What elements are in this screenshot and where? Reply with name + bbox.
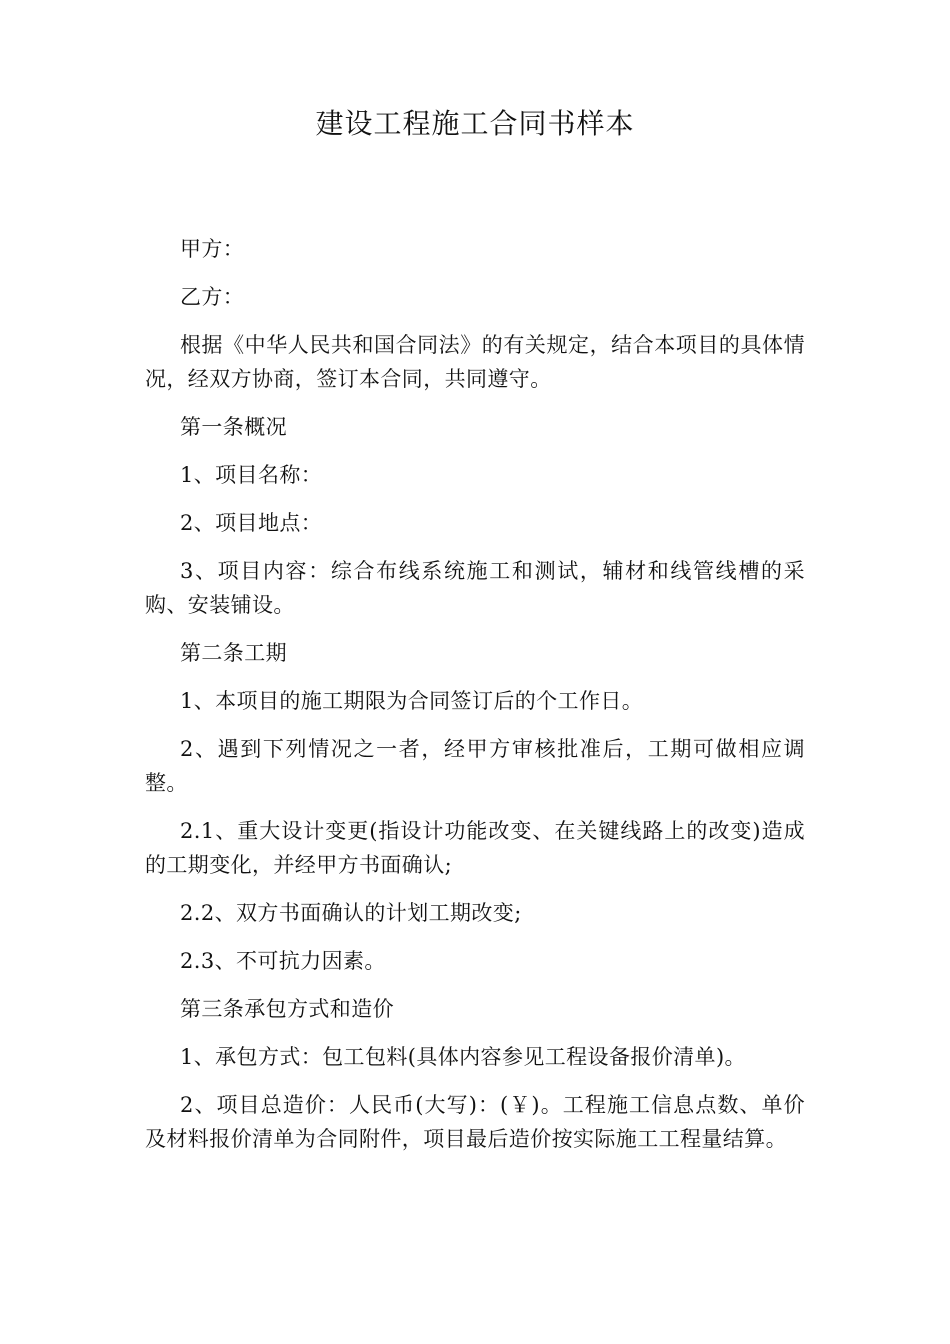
article-3-item-2: 2、项目总造价：人民币(大写)：(￥)。工程施工信息点数、单价及材料报价清单为合同附件，项目最后造价按实际施工工程量结算。 (145, 1093, 805, 1151)
article-1-item-2: 2、项目地点： (180, 511, 323, 535)
document-title: 建设工程施工合同书样本 (315, 107, 635, 140)
document-body (145, 232, 805, 1170)
article-3-item-1: 1、承包方式：包工包料(具体内容参见工程设备报价清单)。 (180, 1045, 746, 1069)
article-2-item-2-3: 2.3、不可抗力因素。 (180, 949, 386, 973)
article-2-item-2-1: 2.1、重大设计变更(指设计功能改变、在关键线路上的改变)造成的工期变化，并经甲方书面确认; (145, 819, 805, 877)
article-2-item-2: 2、遇到下列情况之一者，经甲方审核批准后，工期可做相应调整。 (145, 737, 805, 795)
article-2-heading: 第二条工期 (180, 641, 287, 665)
party-b-line: 乙方： (180, 285, 245, 309)
article-1-item-1: 1、项目名称： (180, 463, 323, 487)
party-a-line: 甲方： (180, 237, 245, 261)
article-2-item-1: 1、本项目的施工期限为合同签订后的个工作日。 (180, 689, 644, 713)
article-2-item-2-2: 2.2、双方书面确认的计划工期改变; (180, 901, 522, 925)
preamble-paragraph: 根据《中华人民共和国合同法》的有关规定，结合本项目的具体情况，经双方协商，签订本合同，共同遵守。 (145, 333, 805, 391)
article-1-item-3: 3、项目内容：综合布线系统施工和测试，辅材和线管线槽的采购、安装铺设。 (145, 559, 805, 617)
article-3-heading: 第三条承包方式和造价 (180, 997, 394, 1021)
article-1-heading: 第一条概况 (180, 415, 287, 439)
